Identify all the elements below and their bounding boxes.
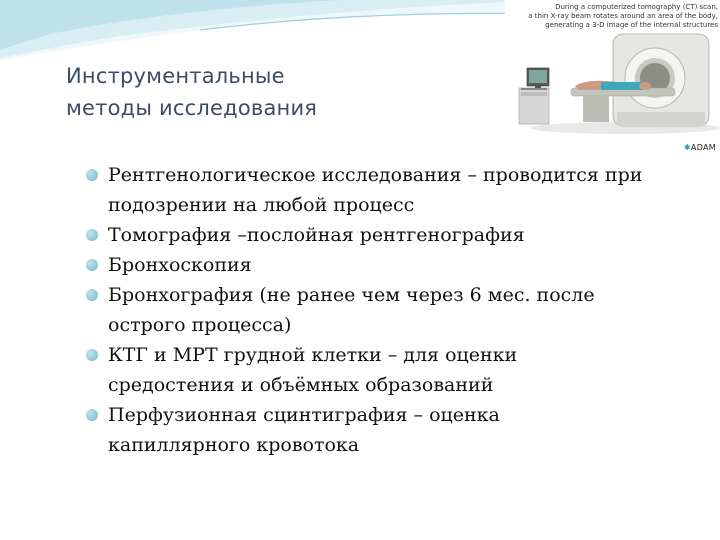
list-item-text: Бронхоскопия <box>108 254 252 276</box>
list-item <box>86 280 696 340</box>
adam-logo-icon: ✱ <box>683 143 691 152</box>
adam-credit <box>684 143 716 152</box>
ct-scanner-illustration <box>505 0 720 154</box>
list-item-text: Рентгенологическое исследования – проводится при <box>108 164 643 186</box>
list-item <box>86 250 696 280</box>
title-line: Инструментальные <box>66 64 285 88</box>
bullet-icon <box>86 409 98 421</box>
list-item-text: острого процесса) <box>108 314 292 336</box>
list-item <box>86 400 696 460</box>
list-item <box>86 340 696 400</box>
bullet-icon <box>86 229 98 241</box>
list-item-text: Бронхография (не ранее чем через 6 мес. после <box>108 284 595 306</box>
caption-line: generating a 3-D image of the internal structures <box>545 21 718 29</box>
bullet-icon <box>86 289 98 301</box>
bullet-icon <box>86 349 98 361</box>
credit-text: ADAM <box>690 143 716 152</box>
bullet-icon <box>86 169 98 181</box>
list-item-text: Томография –послойная рентгенография <box>108 224 525 246</box>
title-line: методы исследования <box>66 96 318 120</box>
caption-line: a thin X-ray beam rotates around an area of the body, <box>528 12 718 20</box>
bullet-icon <box>86 259 98 271</box>
ct-scanner-image <box>505 0 720 154</box>
list-item-text: капиллярного кровотока <box>108 434 360 456</box>
list-item <box>86 220 696 250</box>
list-item-text: КТГ и МРТ грудной клетки – для оценки <box>108 344 518 366</box>
bullet-list <box>86 160 696 460</box>
slide-title <box>66 60 426 124</box>
list-item-text: подозрении на любой процесс <box>108 194 415 216</box>
list-item <box>86 160 696 220</box>
list-item-text: средостения и объёмных образований <box>108 374 494 396</box>
caption-line: During a computerized tomography (CT) scan, <box>555 3 718 11</box>
list-item-text: Перфузионная сцинтиграфия – оценка <box>108 404 500 426</box>
